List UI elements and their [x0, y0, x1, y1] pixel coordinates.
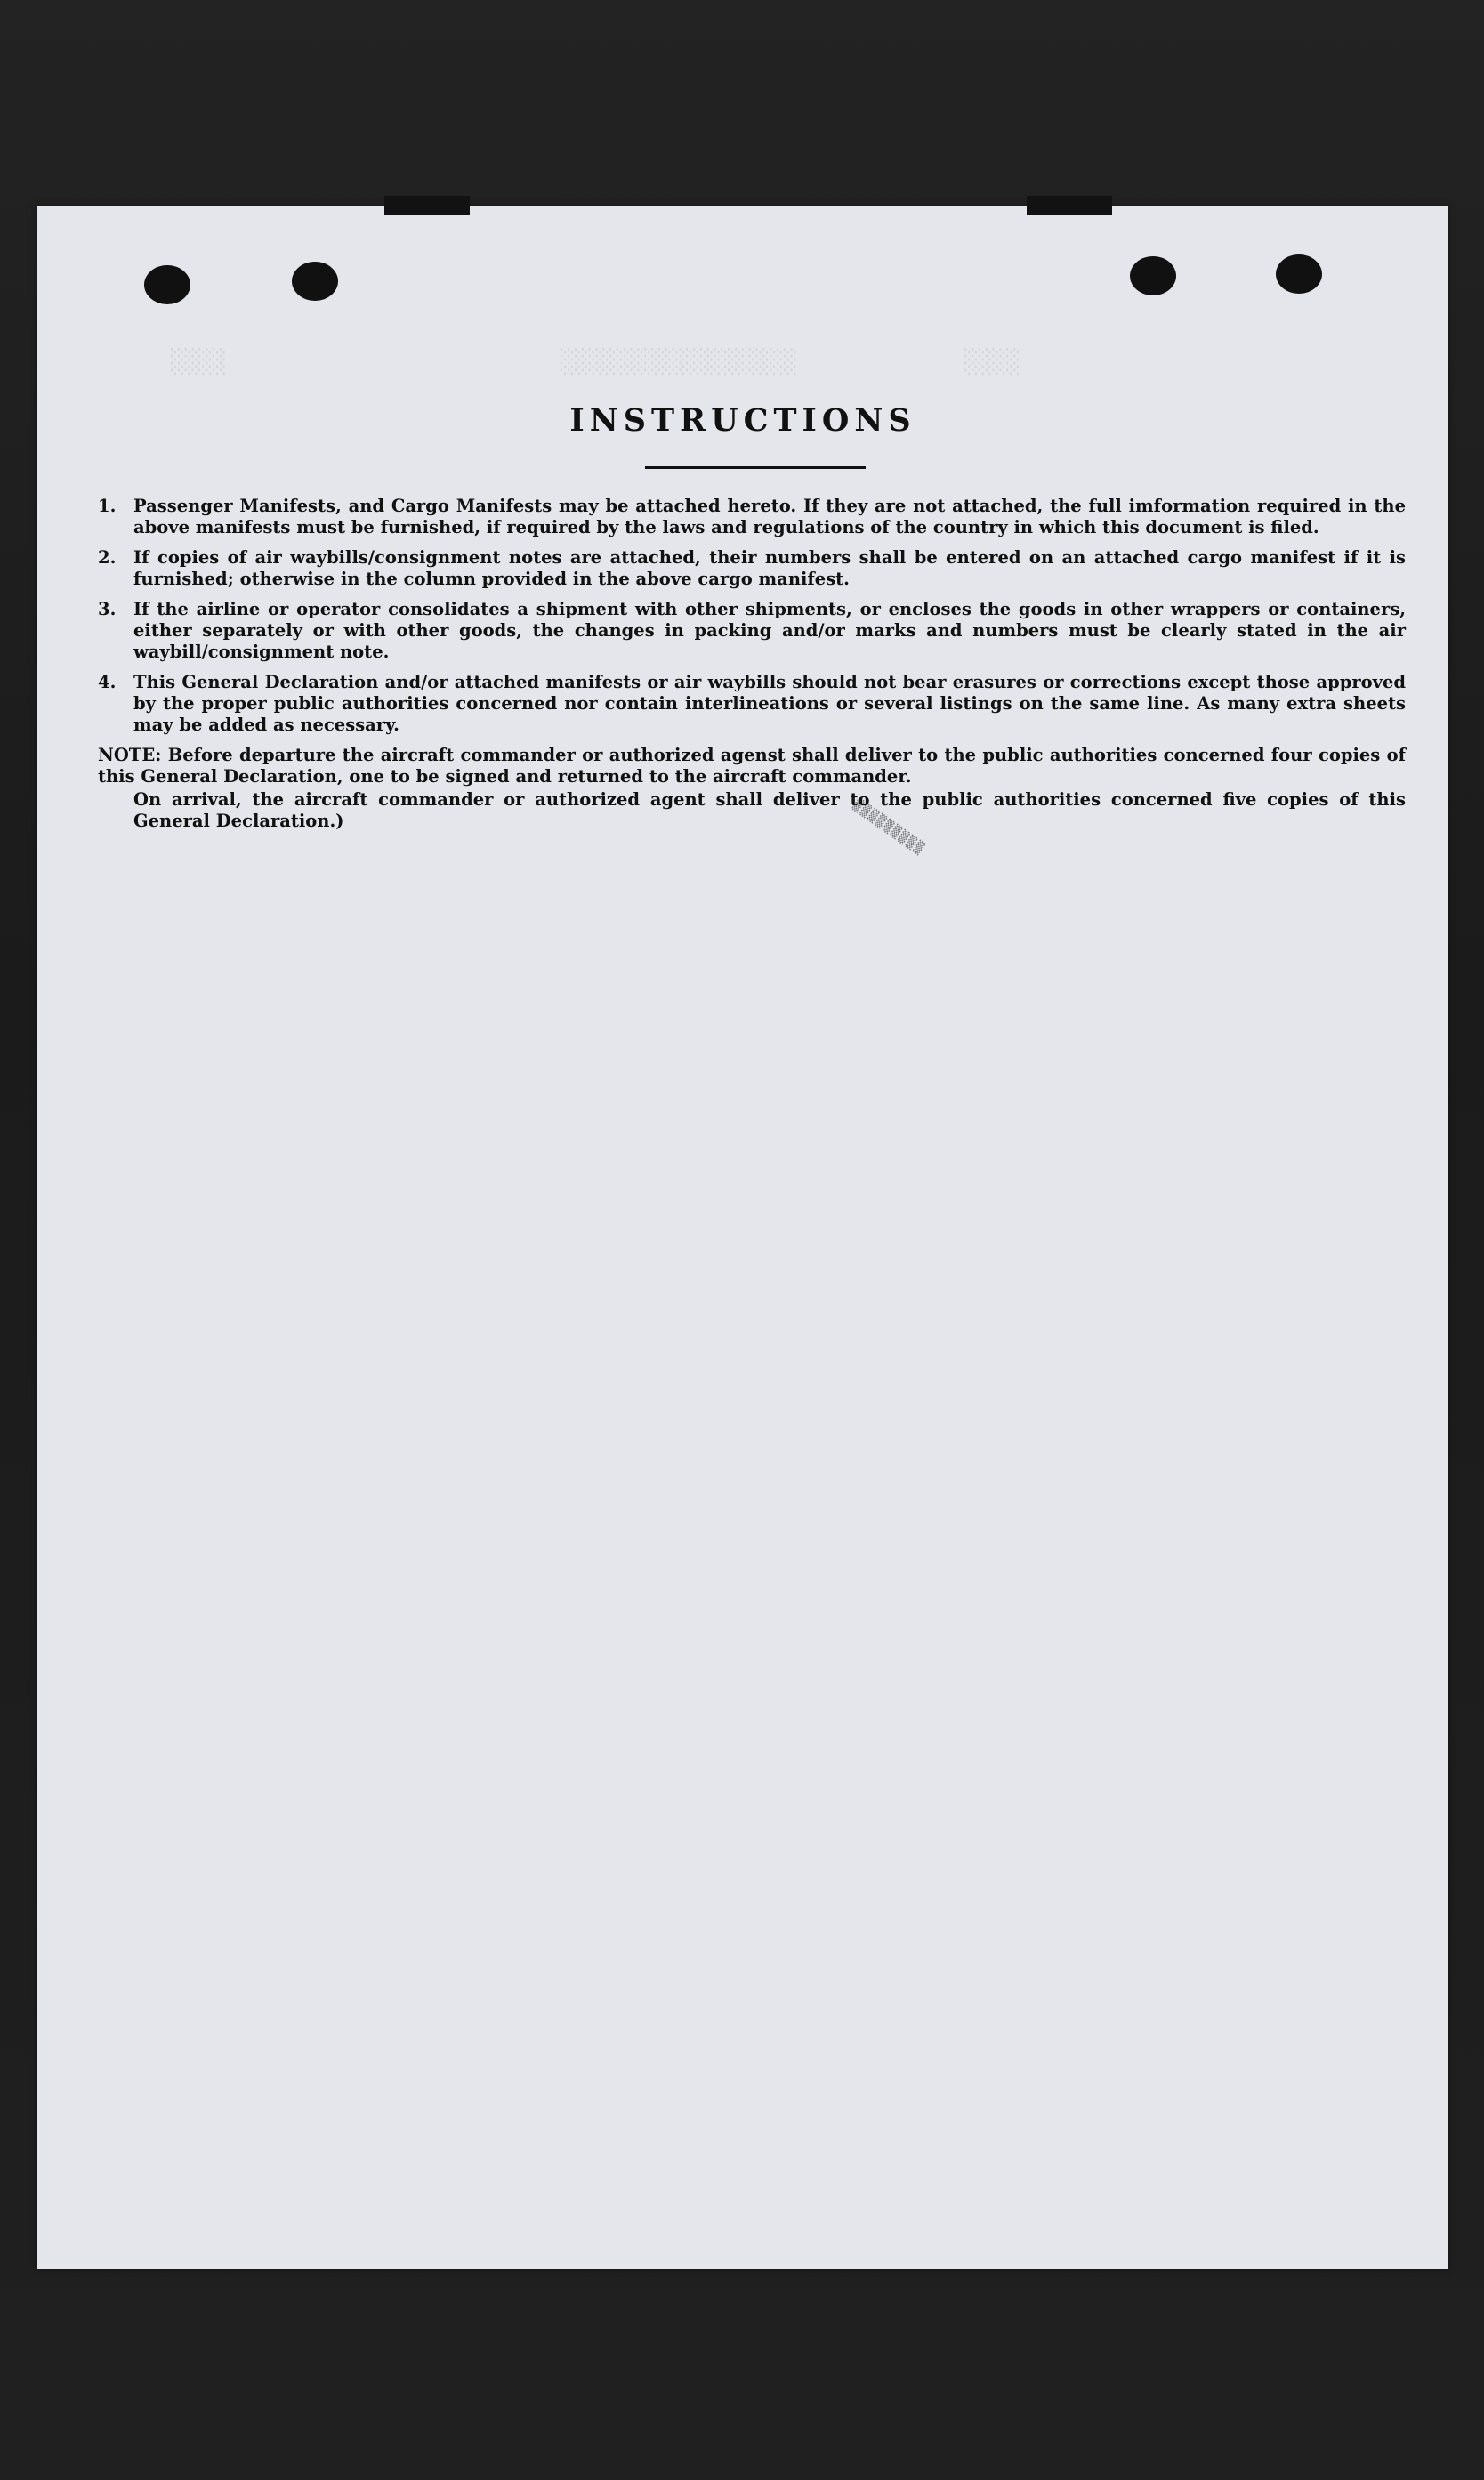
- item-text: If copies of air waybills/consignment notes are attached, their numbers shall be entered on an attached cargo manifest if it is furnished; otherwise in the column provided in the above cargo manifest.: [133, 547, 1406, 589]
- note-arrival-text: On arrival, the aircraft commander or authorized agent shall deliver to the public authorities concerned five copies of this General Declaration.): [133, 789, 1406, 831]
- instruction-item-2: [98, 547, 1406, 590]
- title-underline: [645, 466, 866, 469]
- item-number: 3.: [98, 599, 117, 619]
- faint-stamp-mark: ▒▒▒▒▒▒▒▒▒: [851, 797, 928, 858]
- item-number: 4.: [98, 672, 117, 692]
- note-departure-text: Before departure the aircraft commander or authorized agenst shall deliver to the public authorities concerned four copies of this General Declaration, one to be signed and returned to the aircraft commander.: [98, 745, 1406, 787]
- bleed-through-text: ░░░░ ░░░░░░░░░░░░░░░░░ ░░░░: [171, 349, 1020, 376]
- page-title: INSTRUCTIONS: [569, 402, 916, 439]
- punch-hole-3: [1130, 256, 1176, 295]
- document-page: [37, 206, 1448, 2269]
- note-label: NOTE:: [98, 745, 162, 765]
- instructions-list: [98, 496, 1406, 832]
- punch-hole-1: [144, 265, 190, 304]
- item-text: This General Declaration and/or attached manifests or air waybills should not bear erasures or corrections except those approved by the proper public authorities concerned nor contain interlineations or several listings on the same line. As many extra sheets may be added as necessary.: [133, 672, 1406, 735]
- item-number: 2.: [98, 547, 117, 568]
- note-departure: [98, 745, 1406, 788]
- item-text: Passenger Manifests, and Cargo Manifests may be attached hereto. If they are not attached, the full imformation required in the above manifests must be furnished, if required by the laws and regulations of the country in which this document is filed.: [133, 496, 1406, 537]
- binding-tab-left: [384, 196, 470, 215]
- instruction-item-4: [98, 672, 1406, 736]
- note-section: [98, 745, 1406, 832]
- instruction-item-1: [98, 496, 1406, 538]
- item-text: If the airline or operator consolidates a shipment with other shipments, or encloses the goods in other wrappers or containers, either separately or with other goods, the changes in packing and/or marks and numbers must be clearly stated in the air waybill/consignment note.: [133, 599, 1406, 662]
- item-number: 1.: [98, 496, 117, 516]
- binding-tab-right: [1027, 196, 1112, 215]
- punch-hole-2: [292, 262, 338, 301]
- instruction-item-3: [98, 599, 1406, 663]
- punch-hole-4: [1276, 254, 1322, 294]
